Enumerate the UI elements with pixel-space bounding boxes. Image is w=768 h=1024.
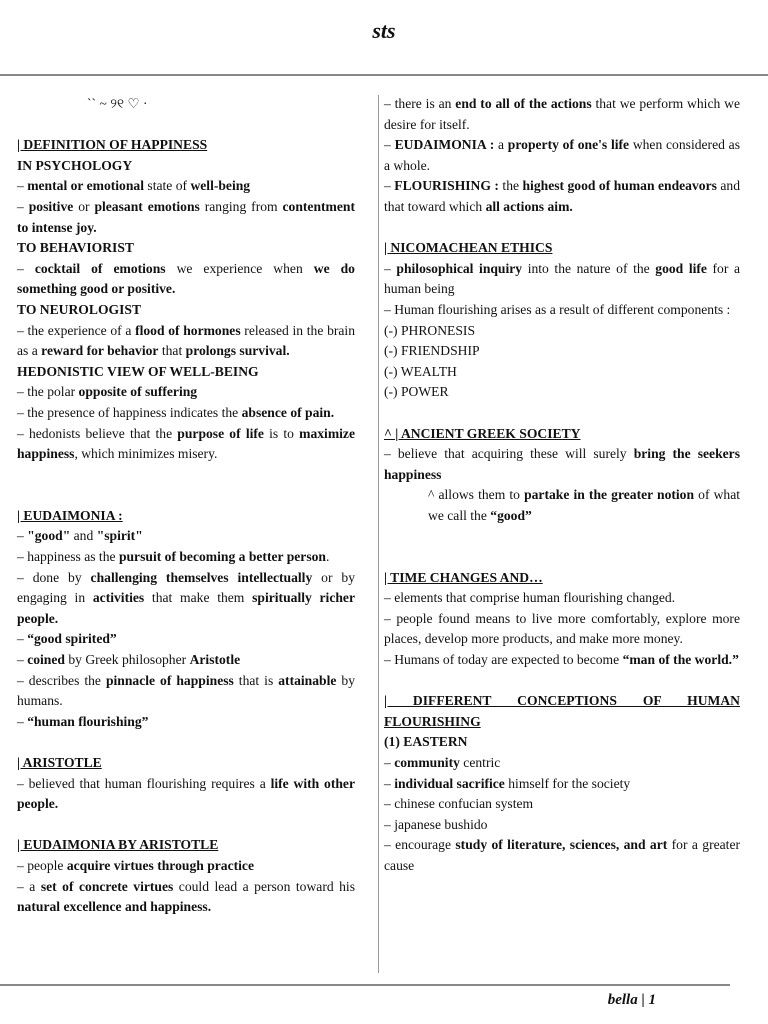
text-line (17, 547, 355, 568)
text-run: – (384, 260, 397, 276)
column-divider (378, 95, 379, 973)
bold-text: philosophical inquiry (396, 260, 523, 276)
bold-text: "good" (27, 528, 71, 544)
text-line (17, 629, 355, 650)
text-run: | ARISTOTLE (17, 755, 102, 770)
text-line (384, 588, 740, 609)
text-run: centric (459, 755, 501, 770)
text-line (17, 403, 355, 424)
bold-text: activities (92, 590, 145, 606)
text-line (17, 197, 355, 238)
text-line (17, 382, 355, 403)
bold-text: FLOURISHING : (394, 178, 499, 194)
text-line (17, 568, 355, 630)
text-line (17, 321, 355, 362)
text-run: by humans. (17, 672, 355, 709)
bold-text: “man of the world.” (622, 652, 739, 668)
sub-heading (17, 156, 355, 177)
text-run: – (17, 631, 28, 647)
text-run: – describes the (17, 672, 106, 688)
bold-text: mental or emotional (27, 178, 144, 194)
spacer (17, 732, 355, 753)
text-run: (-) PHRONESIS (384, 322, 476, 338)
text-line (17, 650, 355, 671)
decorative-glyphs (17, 94, 355, 115)
bold-text: "spirit" (96, 528, 143, 544)
text-line (384, 835, 740, 876)
text-run: | TIME CHANGES AND… (384, 569, 543, 585)
text-line (384, 176, 740, 217)
section-heading (17, 835, 355, 856)
spacer (384, 671, 740, 692)
text-run: – (17, 713, 28, 729)
text-line (17, 259, 355, 300)
text-run: is to (263, 425, 300, 441)
text-line (384, 815, 740, 836)
page-footer: bella | 1 (607, 992, 656, 1008)
text-run: `` ~ ୨୧ ♡ · (87, 96, 148, 111)
text-run: and (70, 528, 97, 544)
text-run: for a human being (384, 260, 740, 297)
text-run: – the presence of happiness indicates the (17, 404, 242, 420)
sub-heading (384, 732, 740, 753)
text-run: – japanese bushido (384, 816, 488, 832)
bold-text: spiritually richer people. (17, 590, 355, 626)
bold-text: property of one's life (507, 137, 630, 153)
bold-text: Aristotle (189, 652, 241, 668)
bold-text: attainable (278, 672, 337, 688)
text-run: TO BEHAVIORIST (17, 240, 134, 256)
text-run: – (17, 528, 28, 544)
bold-text: positive (28, 198, 74, 214)
bold-text: good life (655, 260, 707, 276)
bold-text: we do something good or positive. (17, 260, 355, 297)
bold-text: “human flourishing” (27, 713, 149, 729)
sub-heading (17, 362, 355, 383)
section-heading (17, 506, 355, 527)
spacer (384, 526, 740, 567)
text-run: by Greek philosopher (64, 652, 190, 668)
text-run: . (325, 549, 330, 565)
text-run: (-) POWER (384, 384, 449, 400)
text-line (384, 382, 740, 403)
text-line (384, 609, 740, 650)
text-run: – chinese confucian system (384, 796, 534, 812)
text-run: | DIFFERENT CONCEPTIONS OF HUMAN FLOURISHING (384, 693, 740, 729)
bold-text: purpose of life (177, 425, 264, 441)
text-line (384, 341, 740, 362)
bold-text: individual sacrifice (394, 775, 505, 791)
bottom-rule (0, 984, 730, 986)
text-run: that make them (144, 590, 253, 606)
bold-text: highest good of human endeavors (522, 178, 717, 194)
text-run: | NICOMACHEAN ETHICS (384, 240, 553, 256)
bold-text: life with other people. (17, 775, 355, 812)
text-run: released in the brain as a (17, 322, 356, 359)
text-line (17, 176, 355, 197)
text-run: – (384, 775, 395, 791)
text-run: – (17, 198, 29, 214)
text-run: – Humans of today are expected to become (384, 652, 623, 668)
bold-text: prolongs survival. (185, 343, 290, 359)
text-run: | EUDAIMONIA BY ARISTOTLE (17, 837, 219, 853)
bold-text: absence of pain. (241, 404, 335, 420)
bold-text: EUDAIMONIA : (394, 137, 495, 153)
spacer (384, 218, 740, 239)
text-run: and that toward which (384, 178, 741, 214)
section-heading (384, 568, 740, 589)
indented-line (384, 485, 740, 526)
spacer (384, 403, 740, 424)
bold-text: community (394, 755, 460, 770)
text-run: – the experience of a (17, 322, 136, 338)
bold-text: study of literature, sciences, and art (455, 837, 668, 853)
text-run: (-) WEALTH (384, 363, 457, 379)
bold-text: pleasant emotions (94, 198, 200, 214)
text-run: IN PSYCHOLOGY (17, 157, 133, 173)
bold-text: maximize happiness (17, 425, 355, 462)
text-run: – people (17, 857, 67, 873)
bold-text: pinnacle of happiness (105, 672, 234, 688)
text-run: into the nature of the (522, 260, 656, 276)
sub-heading (17, 300, 355, 321)
bold-text: all actions aim. (485, 198, 573, 214)
bold-text: natural excellence and happiness. (17, 899, 212, 915)
left-column (17, 94, 355, 918)
text-run: could lead a person toward his (173, 878, 355, 894)
text-run: – people found means to live more comfortably, explore more places, develop more products, and make more money. (384, 610, 740, 647)
bold-text: end to all of the actions (455, 96, 592, 111)
bold-text: flood of hormones (135, 322, 241, 338)
text-run: – there is an (384, 96, 456, 111)
text-run: | DEFINITION OF HAPPINESS (17, 137, 208, 153)
spacer (17, 115, 355, 136)
text-line (384, 321, 740, 342)
text-run: (1) EASTERN (384, 734, 468, 750)
text-line (384, 753, 740, 774)
text-run: – Human flourishing arises as a result of different components : (384, 301, 731, 317)
text-run: – (384, 178, 395, 194)
text-line (17, 856, 355, 877)
text-run: state of (144, 178, 191, 194)
bold-text: reward for behavior (41, 343, 159, 359)
text-line (384, 362, 740, 383)
bold-text: well-being (190, 178, 251, 194)
spacer (17, 465, 355, 506)
text-run: – (17, 260, 35, 276)
text-run: – hedonists believe that the (17, 425, 178, 441)
text-run: of what we call the (428, 487, 741, 523)
text-run: a (494, 137, 508, 153)
bold-text: cocktail of emotions (34, 260, 166, 276)
section-heading (17, 135, 355, 156)
text-run: ranging from (199, 198, 283, 214)
text-line (384, 135, 740, 176)
text-line (384, 259, 740, 300)
text-run: for a greater cause (384, 837, 740, 873)
sub-heading (17, 238, 355, 259)
text-run: TO NEUROLOGIST (17, 301, 142, 317)
text-line (384, 300, 740, 321)
text-run: – the polar (17, 384, 79, 400)
text-run: – (17, 178, 28, 194)
bold-text: bring the seekers happiness (384, 446, 741, 482)
text-run: – happiness as the (17, 549, 119, 565)
text-run: HEDONISTIC VIEW OF WELL-BEING (17, 363, 259, 379)
text-run: – elements that comprise human flourishing changed. (384, 590, 676, 606)
spacer (17, 815, 355, 836)
text-run: (-) FRIENDSHIP (384, 343, 480, 359)
text-run: or by engaging in (17, 569, 356, 606)
text-line (384, 94, 740, 135)
text-run: himself for the society (504, 775, 631, 791)
bold-text: acquire virtues through practice (66, 857, 254, 873)
text-run: – (384, 755, 395, 770)
bold-text: challenging themselves intellectually (90, 569, 313, 585)
bold-text: coined (27, 652, 65, 668)
text-run: when considered as a whole. (384, 137, 740, 173)
bold-text: pursuit of becoming a better person (118, 549, 326, 565)
text-run: that we perform which we desire for itself. (384, 96, 740, 132)
text-run: or (73, 198, 95, 214)
text-run: – believe that acquiring these will surely (384, 446, 634, 462)
text-run: – a (17, 878, 41, 894)
text-line (17, 526, 355, 547)
bold-text: “good” (490, 507, 532, 523)
text-line (17, 877, 355, 918)
text-line (17, 712, 355, 733)
text-run: , which minimizes misery. (74, 446, 218, 462)
text-run: ^ | ANCIENT GREEK SOCIETY (384, 425, 581, 441)
bold-text: partake in the greater notion (524, 487, 695, 503)
text-line (384, 444, 740, 485)
bold-text: contentment to intense joy. (17, 198, 355, 235)
text-line (384, 650, 740, 671)
text-run: – done by (17, 569, 91, 585)
bold-text: opposite of suffering (78, 384, 198, 400)
text-run: – (17, 652, 28, 668)
section-heading (17, 753, 355, 774)
top-rule (0, 74, 768, 76)
text-line (384, 794, 740, 815)
right-column (384, 94, 740, 877)
text-line (17, 671, 355, 712)
text-run: we experience when (165, 260, 314, 276)
bold-text: set of concrete virtues (40, 878, 174, 894)
section-heading (384, 424, 740, 445)
page-title: sts (372, 18, 396, 43)
text-line (17, 774, 355, 815)
section-heading (384, 238, 740, 259)
text-line (17, 424, 355, 465)
text-run: | EUDAIMONIA : (17, 507, 123, 523)
text-line (384, 774, 740, 795)
text-run: that (158, 343, 186, 359)
text-run: that is (233, 672, 279, 688)
text-run: – (384, 137, 395, 153)
section-heading (384, 691, 740, 732)
bold-text: “good spirited” (27, 631, 117, 647)
text-run: the (498, 178, 523, 194)
text-run: ^ allows them to (428, 487, 525, 503)
text-run: – believed that human flourishing requires a (17, 775, 271, 791)
text-run: – encourage (384, 837, 456, 853)
